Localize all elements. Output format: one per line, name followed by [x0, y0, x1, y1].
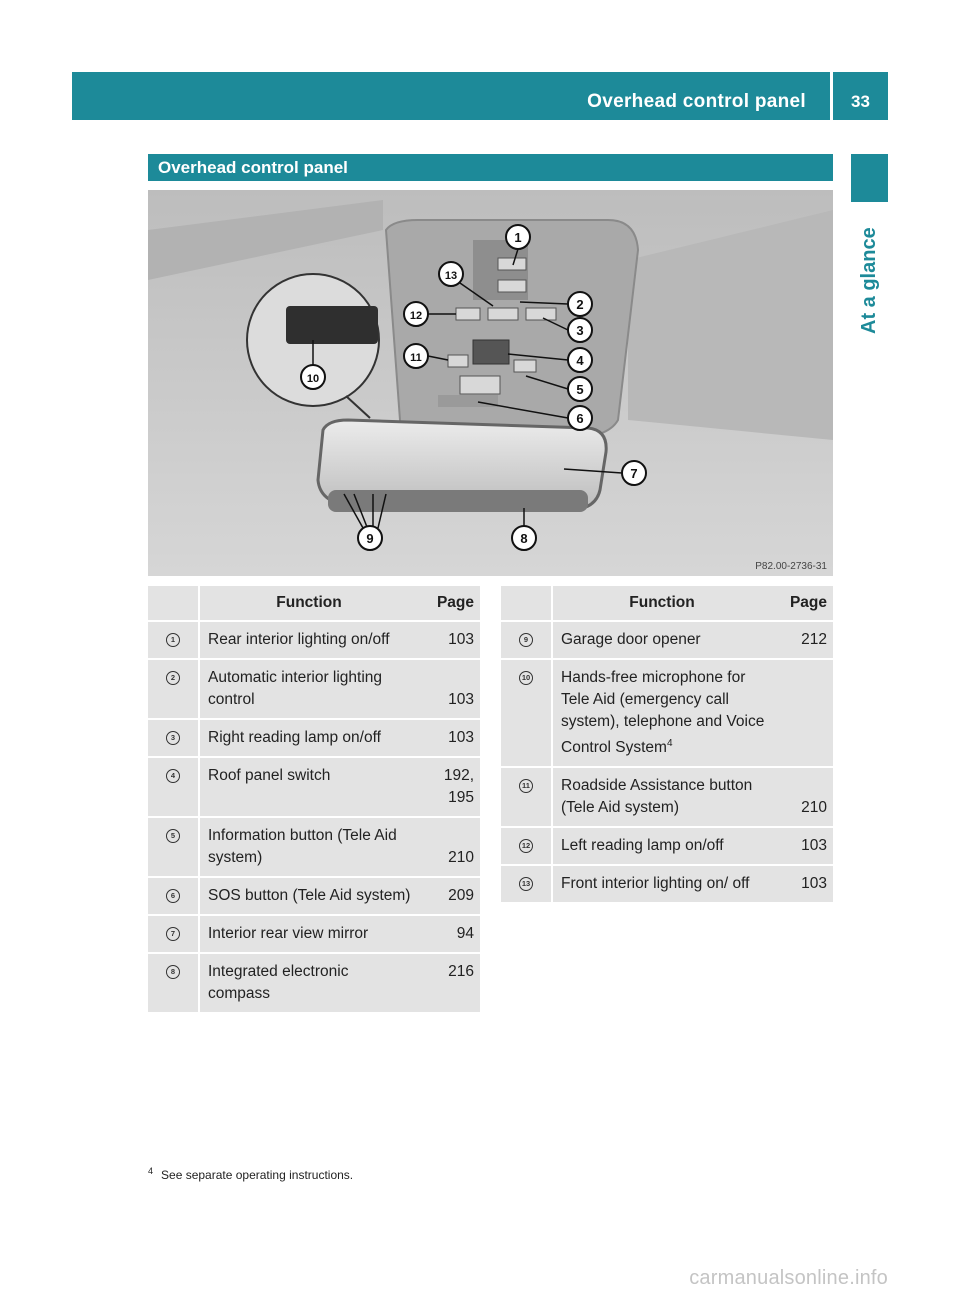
row-marker-cell: [148, 758, 200, 818]
table-row: [501, 866, 833, 904]
table-header-row: [148, 586, 480, 622]
header-function: Function: [553, 586, 771, 622]
header-marker-cell: [148, 586, 200, 622]
function-text: Automatic interior lighting control: [208, 669, 383, 708]
callout-marker-icon: 9: [519, 633, 533, 647]
row-marker-cell: [501, 866, 553, 904]
function-text: Garage door opener: [561, 631, 701, 648]
function-text: SOS button (Tele Aid system): [208, 887, 411, 904]
footnote-number: 4: [148, 1166, 154, 1176]
row-function: [553, 768, 771, 828]
function-text: Roof panel switch: [208, 767, 331, 784]
table-right-body: [501, 622, 833, 904]
callout-marker-icon: 6: [166, 889, 180, 903]
callout-marker-icon: 4: [166, 769, 180, 783]
function-table-right: [501, 586, 833, 904]
function-text: Left reading lamp on/off: [561, 837, 724, 855]
header-marker-cell: [501, 586, 553, 622]
row-page: 210: [418, 818, 480, 878]
watermark: carmanualsonline.info: [689, 1267, 888, 1289]
header-page: Page: [771, 586, 833, 622]
row-function: [200, 758, 418, 818]
row-function: [200, 954, 418, 1014]
footnote-ref: 4: [666, 738, 673, 749]
table-row: [501, 828, 833, 866]
callout-marker-icon: 2: [166, 671, 180, 685]
table-row: [148, 758, 480, 818]
row-function: [200, 818, 418, 878]
table-row: [148, 818, 480, 878]
callout-3: 3: [576, 323, 584, 338]
callout-5: 5: [576, 382, 584, 397]
header-bar: [72, 72, 888, 120]
table-row: [148, 720, 480, 758]
footnote: [148, 1166, 353, 1182]
callout-12: 12: [409, 310, 423, 322]
overhead-panel-illustration: [148, 190, 833, 576]
callout-4: 4: [576, 353, 584, 368]
row-page: 216: [418, 954, 480, 1014]
callout-marker-icon: 7: [166, 927, 180, 941]
table-row: [501, 660, 833, 768]
callout-marker-icon: 1: [166, 633, 180, 647]
row-function: [200, 660, 418, 720]
callout-11: 11: [410, 352, 422, 364]
row-marker-cell: [148, 954, 200, 1014]
table-row: [148, 622, 480, 660]
function-text: Interior rear view mirror: [208, 925, 369, 942]
function-text: Roadside Assistance button (Tele Aid system): [561, 777, 753, 817]
section-title: Overhead control panel: [148, 154, 833, 181]
row-page: 103: [418, 720, 480, 758]
callout-marker-icon: 8: [166, 965, 180, 979]
function-text: Right reading lamp on/off: [208, 729, 381, 746]
callout-7: 7: [630, 466, 638, 481]
row-page: 210: [771, 768, 833, 828]
row-function: [553, 660, 771, 768]
row-marker-cell: [148, 622, 200, 660]
table-header-row: [501, 586, 833, 622]
function-text: Information button (Tele Aid system): [208, 827, 397, 866]
figure-code: P82.00-2736-31: [755, 561, 827, 572]
row-function: [553, 622, 771, 660]
callout-8: 8: [520, 531, 528, 546]
page-number: 33: [851, 92, 870, 111]
row-marker-cell: [148, 660, 200, 720]
row-marker-cell: [148, 720, 200, 758]
function-text: Integrated electronic compass: [208, 963, 349, 1002]
callout-13: 13: [444, 270, 458, 282]
table-row: [148, 916, 480, 954]
callout-marker-icon: 10: [519, 671, 533, 685]
table-row: [501, 768, 833, 828]
row-page: [771, 660, 833, 768]
row-function: [553, 828, 771, 866]
callout-1: 1: [514, 230, 522, 245]
header-function: Function: [200, 586, 418, 622]
callout-9: 9: [366, 531, 374, 546]
row-page: 94: [418, 916, 480, 954]
row-page: 103: [771, 828, 833, 866]
row-function: [200, 916, 418, 954]
callout-marker-icon: 11: [519, 779, 533, 793]
row-marker-cell: [148, 878, 200, 916]
row-marker-cell: [148, 916, 200, 954]
header-page: Page: [418, 586, 480, 622]
row-page: 192, 195: [418, 758, 480, 818]
callout-2: 2: [576, 297, 584, 312]
table-left-body: [148, 622, 480, 1014]
callout-marker-icon: 12: [519, 839, 533, 853]
side-tab-marker: [851, 154, 888, 202]
row-function: [200, 622, 418, 660]
row-page: 209: [418, 878, 480, 916]
function-text: Rear interior lighting on/off: [208, 631, 390, 648]
callout-10: 10: [306, 373, 320, 385]
side-tab-label: At a glance: [858, 227, 880, 334]
header-title: Overhead control panel: [587, 91, 806, 112]
callout-marker-icon: 3: [166, 731, 180, 745]
row-function: [553, 866, 771, 904]
row-page: 103: [418, 622, 480, 660]
row-function: [200, 720, 418, 758]
row-marker-cell: [148, 818, 200, 878]
row-marker-cell: [501, 660, 553, 768]
table-row: [501, 622, 833, 660]
row-marker-cell: [501, 768, 553, 828]
footnote-text: See separate operating instructions.: [161, 1168, 354, 1182]
table-row: [148, 954, 480, 1014]
overhead-panel-figure: [148, 190, 833, 576]
callout-marker-icon: 13: [519, 877, 533, 891]
row-page: 103: [418, 660, 480, 720]
table-row: [148, 660, 480, 720]
row-page: 212: [771, 622, 833, 660]
function-table-left: [148, 586, 480, 1014]
row-marker-cell: [501, 622, 553, 660]
row-function: [200, 878, 418, 916]
callout-marker-icon: 5: [166, 829, 180, 843]
row-page: 103: [771, 866, 833, 904]
row-marker-cell: [501, 828, 553, 866]
callout-6: 6: [576, 411, 584, 426]
function-text: Front interior lighting on/ off: [561, 875, 750, 893]
table-row: [148, 878, 480, 916]
function-text: Hands-free microphone for Tele Aid (emergency call system), telephone and Voice Control System: [561, 669, 765, 757]
